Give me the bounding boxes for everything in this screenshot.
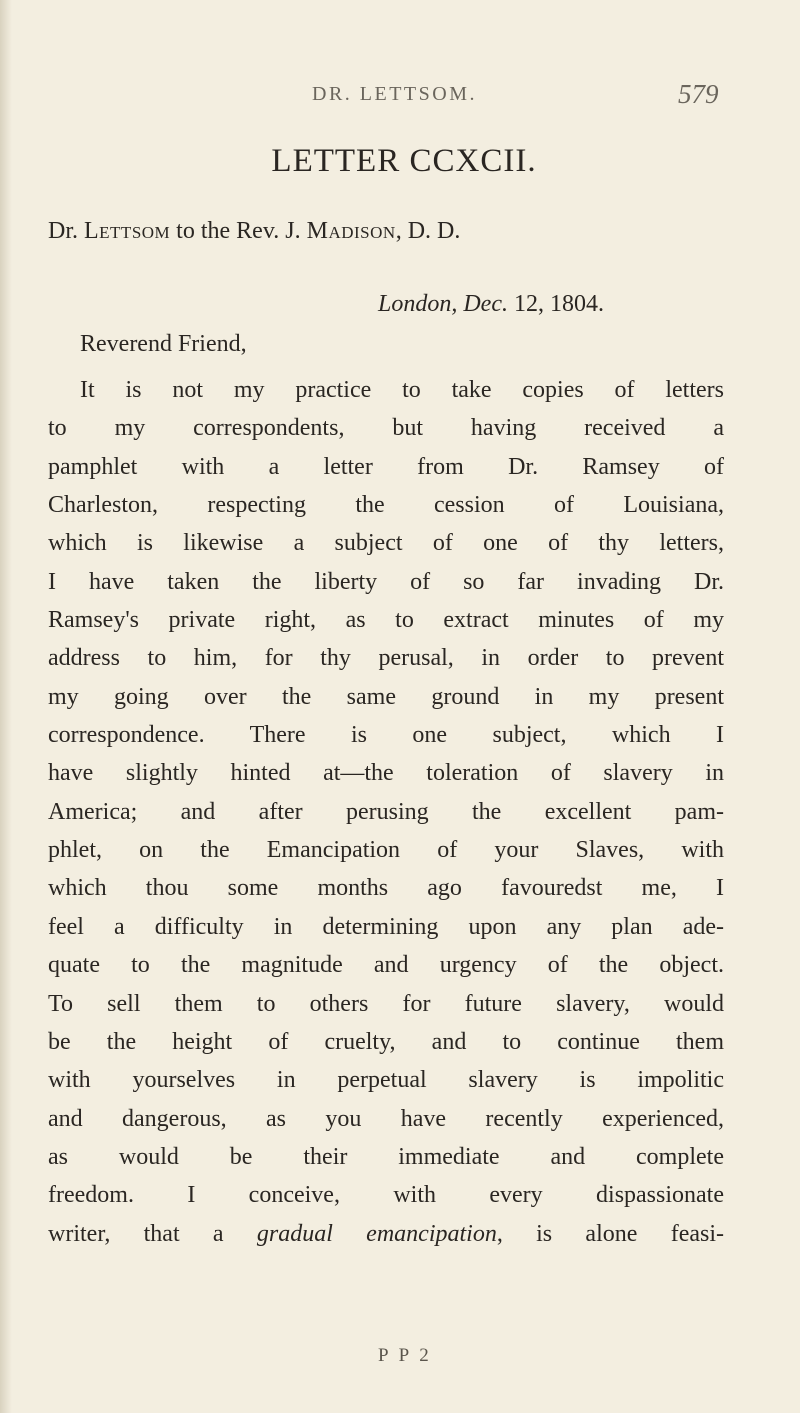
body-line: have slightly hinted at—the toleration of slavery in — [48, 760, 724, 787]
body-line: Charleston, respecting the cession of Louisiana, — [48, 492, 724, 519]
page-edge-shadow — [0, 0, 12, 1413]
subtitle-middle: to the Rev. J. — [176, 218, 301, 244]
subtitle-prefix: Dr. — [48, 218, 78, 244]
body-line: be the height of cruelty, and to continue them — [48, 1028, 724, 1055]
body-line: I have taken the liberty of so far invading Dr. — [48, 568, 724, 595]
running-head-title: DR. LETTSOM. — [312, 83, 477, 105]
letter-body — [48, 371, 724, 1253]
body-line-final — [48, 1215, 724, 1253]
dateline — [378, 291, 604, 318]
running-head — [0, 79, 800, 113]
dateline-date: 12, 1804. — [513, 291, 604, 317]
body-line: and dangerous, as you have recently experienced, — [48, 1105, 724, 1132]
body-line: America; and after perusing the excellent pam- — [48, 798, 724, 825]
final-line-before: writer, that a — [48, 1220, 224, 1247]
body-line: to my correspondents, but having received a — [48, 415, 724, 442]
dateline-place: London, Dec. — [378, 291, 508, 317]
body-line: address to him, for thy perusal, in order to prevent — [48, 645, 724, 672]
letter-title: LETTER CCXCII. — [271, 143, 537, 179]
subtitle-suffix: , D. D. — [395, 218, 461, 244]
emphasis-gradual-emancipation: gradual emancipation — [256, 1220, 497, 1247]
sender-name: Lettsom — [84, 218, 171, 244]
signature-mark: P P 2 — [378, 1345, 432, 1366]
body-line: It is not my practice to take copies of letters — [80, 377, 724, 403]
final-line-after: , is alone feasi- — [496, 1220, 724, 1247]
body-line: Ramsey's private right, as to extract minutes of my — [48, 607, 724, 634]
page-number: 579 — [678, 79, 719, 109]
body-line: correspondence. There is one subject, which I — [48, 722, 724, 749]
body-line: quate to the magnitude and urgency of the object. — [48, 952, 724, 979]
body-line: feel a difficulty in determining upon any plan ade- — [48, 913, 724, 940]
body-line: phlet, on the Emancipation of your Slaves, with — [48, 837, 724, 864]
body-line: pamphlet with a letter from Dr. Ramsey of — [48, 453, 724, 480]
body-line: which thou some months ago favouredst me, I — [48, 875, 724, 902]
body-line: which is likewise a subject of one of thy letters, — [48, 530, 724, 557]
body-line: my going over the same ground in my present — [48, 683, 724, 710]
body-line: freedom. I conceive, with every dispassionate — [48, 1182, 724, 1209]
body-line: To sell them to others for future slavery, would — [48, 990, 724, 1017]
letter-subtitle — [48, 218, 460, 245]
recipient-name: Madison — [306, 218, 396, 244]
body-line: with yourselves in perpetual slavery is impolitic — [48, 1067, 724, 1094]
body-line: as would be their immediate and complete — [48, 1143, 724, 1170]
salutation: Reverend Friend, — [80, 331, 247, 357]
